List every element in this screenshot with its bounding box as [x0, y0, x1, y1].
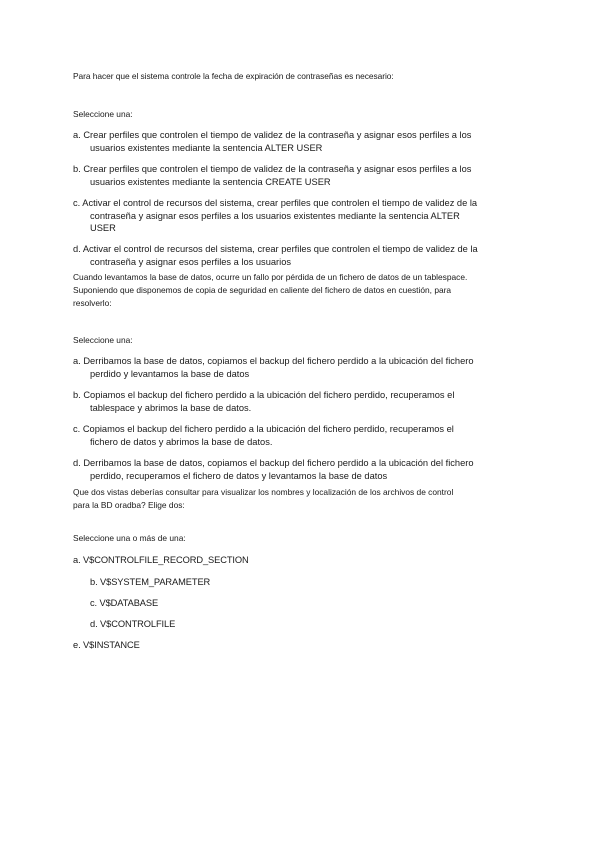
q1-option-a: a. Crear perfiles que controlen el tiempo de validez de la contraseña y asignar esos perfiles a los usuarios existentes mediante la sentencia ALTER USER — [73, 130, 472, 153]
question-1-prompt: Seleccione una: — [73, 109, 133, 119]
question-3-text: Que dos vistas deberías consultar para visualizar los nombres y localización de los archivos de control para la BD oradba? Elige dos: — [73, 487, 454, 510]
q3-option-d: d. V$CONTROLFILE — [90, 619, 176, 629]
q2-option-b: b. Copiamos el backup del fichero perdido a la ubicación del fichero perdido, recuperamos el tablespace y abrimos la base de datos. — [73, 390, 455, 413]
q3-option-c: c. V$DATABASE — [90, 598, 159, 608]
q1-option-d: d. Activar el control de recursos del sistema, crear perfiles que controlen el tiempo de validez de la contraseña y asignar esos perfiles a los usuarios — [73, 244, 478, 267]
q3-option-a: a. V$CONTROLFILE_RECORD_SECTION — [73, 555, 249, 565]
question-3-prompt: Seleccione una o más de una: — [73, 533, 186, 543]
question-2-prompt: Seleccione una: — [73, 335, 133, 345]
q1-option-c: c. Activar el control de recursos del sistema, crear perfiles que controlen el tiempo de validez de la contraseña y asignar esos perfiles a los usuarios existentes mediante la sentencia ALTER USER — [73, 198, 478, 233]
question-1-text: Para hacer que el sistema controle la fecha de expiración de contraseñas es necesario: — [73, 71, 394, 81]
q2-option-a: a. Derribamos la base de datos, copiamos el backup del fichero perdido a la ubicación del fichero perdido y levantamos la base de datos — [73, 356, 474, 379]
q3-option-b: b. V$SYSTEM_PARAMETER — [90, 577, 211, 587]
question-2-text: Cuando levantamos la base de datos, ocurre un fallo por pérdida de un fichero de datos de un tablespace. Suponiendo que disponemos de copia de seguridad en caliente del fichero de datos en cuestión, para resolverlo: — [73, 272, 468, 308]
q1-option-b: b. Crear perfiles que controlen el tiempo de validez de la contraseña y asignar esos perfiles a los usuarios existentes mediante la sentencia CREATE USER — [73, 164, 472, 187]
q3-option-e: e. V$INSTANCE — [73, 640, 140, 650]
q2-option-c: c. Copiamos el backup del fichero perdido a la ubicación del fichero perdido, recuperamos el fichero de datos y abrimos la base de datos. — [73, 424, 454, 447]
q2-option-d: d. Derribamos la base de datos, copiamos el backup del fichero perdido a la ubicación del fichero perdido, recuperamos el fichero de datos y levantamos la base de datos — [73, 458, 474, 481]
